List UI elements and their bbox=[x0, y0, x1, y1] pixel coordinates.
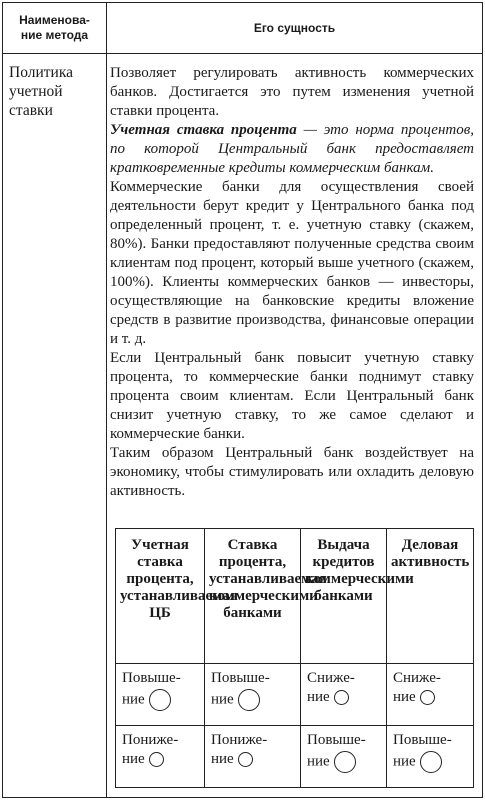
effect-cell: Повыше- ние bbox=[387, 726, 474, 788]
small-circle-icon bbox=[334, 690, 349, 705]
effect-table-header-row bbox=[116, 529, 474, 664]
large-circle-icon bbox=[420, 751, 442, 773]
effect-cell: Пониже- ние bbox=[116, 726, 205, 788]
header-method-label: Наименова- ние метода bbox=[19, 13, 90, 42]
large-circle-icon bbox=[238, 689, 260, 711]
small-circle-icon bbox=[149, 752, 164, 767]
effect-cell: Повыше- ние bbox=[301, 726, 387, 788]
effect-header-bank-rate: Ставка процента, устанавливаемая коммерческими банками bbox=[205, 529, 301, 664]
large-circle-icon bbox=[334, 751, 356, 773]
definition-paragraph bbox=[110, 121, 474, 178]
essence-paragraph-2: Коммерческие банки для осуществления своей деятельности берут кредит у Центрального банка под определенный процент, т. е. учетную ставку (скажем, 80%). Банки предоставляют полученные средства своим клиентам под процент, который выше учетного (скажем, 100%). Клиенты коммерческих банков — инвесторы, осуществляющие на банковские кредиты вложение средств в развитие производства, финансовые операции и т. д. bbox=[110, 179, 474, 347]
effect-cell: Сниже- ние bbox=[387, 664, 474, 726]
effect-row-decrease bbox=[116, 726, 474, 788]
effect-cell: Повыше- ние bbox=[205, 664, 301, 726]
header-essence-label: Его сущность bbox=[253, 21, 336, 35]
effect-cell: Повыше- ние bbox=[116, 664, 205, 726]
header-divider bbox=[3, 53, 482, 54]
effect-header-cb-rate: Учетная ставка процента, устанавливаемая ЦБ bbox=[116, 529, 205, 664]
definition-text: — это норма процентов, по которой Центральный банк предоставляет кратковременные кредиты коммерческим банкам. bbox=[110, 122, 474, 176]
essence-paragraph-4: Таким образом Центральный банк воздействует на экономику, чтобы стимулировать или охладить деловую активность. bbox=[110, 445, 474, 499]
effect-row-increase bbox=[116, 664, 474, 726]
header-essence bbox=[107, 3, 482, 53]
column-divider bbox=[106, 3, 107, 797]
effect-header-credit-issue: Выдача кредитов коммерческими банками bbox=[301, 529, 387, 664]
small-circle-icon bbox=[420, 690, 435, 705]
effect-cell: Сниже- ние bbox=[301, 664, 387, 726]
header-method-name bbox=[3, 3, 106, 53]
effect-cell: Пониже- ние bbox=[205, 726, 301, 788]
large-circle-icon bbox=[149, 689, 171, 711]
essence-paragraph-1: Позволяет регулировать активность коммерческих банков. Достигается это путем изменения учетной ставки процента. bbox=[110, 65, 474, 119]
essence-cell bbox=[110, 64, 474, 501]
method-name-cell: Политика учетной ставки bbox=[9, 64, 74, 119]
essence-paragraph-3: Если Центральный банк повысит учетную ставку процента, то коммерческие банки поднимут ставку процента своим клиентам. Если Центральный банк снизит учетную ставку, то же самое сделают и коммерческие банки. bbox=[110, 350, 474, 442]
effect-header-business-activity: Деловая активность bbox=[387, 529, 474, 664]
definition-term: Учетная ставка процента bbox=[110, 122, 297, 138]
effect-table bbox=[115, 528, 474, 788]
small-circle-icon bbox=[238, 752, 253, 767]
